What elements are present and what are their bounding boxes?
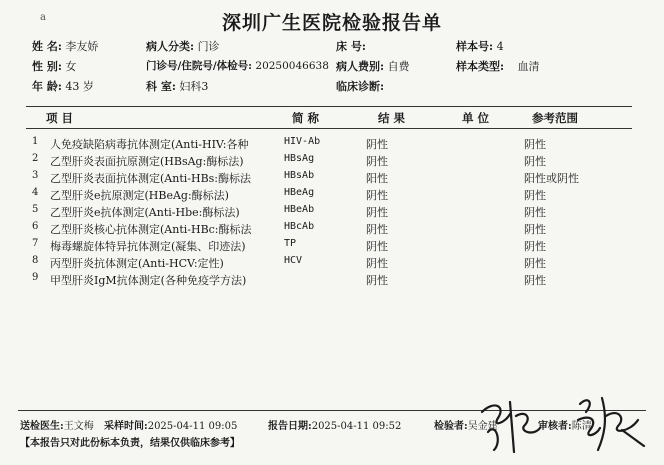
bed-field	[336, 38, 366, 54]
disclaimer-note: 【本报告只对此份标本负责，结果仅供临床参考】	[20, 438, 240, 449]
id-field	[146, 58, 329, 73]
test-result: 阴性	[366, 223, 388, 236]
table-header-divider	[26, 128, 632, 129]
tester-signature	[476, 392, 546, 458]
sample-time-field	[104, 417, 237, 432]
row-number: 9	[32, 272, 39, 283]
header-reference: 参考范围	[532, 111, 578, 125]
test-result: 阴性	[366, 240, 388, 253]
id-label: 门诊号/住院号/体检号:	[146, 60, 253, 72]
fee-label: 病人费别:	[336, 60, 385, 73]
table-row	[0, 272, 664, 288]
row-number: 7	[32, 238, 39, 249]
category-value: 门诊	[197, 40, 220, 53]
test-result: 阴性	[366, 274, 388, 287]
row-number: 1	[32, 136, 39, 147]
tester-value: 吴金建	[467, 421, 498, 432]
dept-label: 科 室:	[146, 80, 176, 93]
reviewer-label: 审核者:	[538, 421, 572, 432]
row-number: 6	[32, 221, 39, 232]
header-unit: 单 位	[462, 111, 490, 125]
diagnosis-field	[336, 78, 384, 94]
corner-mark: a	[40, 12, 46, 23]
test-abbr: HBcAb	[284, 221, 315, 232]
row-number: 3	[32, 170, 39, 181]
table-row	[0, 153, 664, 169]
test-result: 阴性	[366, 189, 388, 202]
gender-value: 女	[65, 60, 77, 73]
test-name: 乙型肝炎e抗原测定(HBeAg:酶标法)	[50, 189, 229, 202]
test-abbr: TP	[284, 238, 297, 249]
table-row	[0, 255, 664, 271]
dept-field	[146, 78, 208, 94]
test-name: 梅毒螺旋体特异抗体测定(凝集、印迹法)	[50, 240, 246, 253]
name-label: 姓 名:	[32, 40, 62, 53]
test-abbr: HCV	[284, 255, 303, 266]
test-name: 乙型肝炎表面抗体测定(Anti-HBs:酶标法	[50, 172, 252, 185]
sender-field	[20, 417, 94, 432]
sender-value: 王文梅	[63, 421, 94, 432]
test-name: 人免疫缺陷病毒抗体测定(Anti-HIV:各种	[50, 138, 249, 151]
sample-time-label: 采样时间:	[104, 421, 148, 432]
footer-divider	[18, 410, 646, 411]
age-value: 43 岁	[65, 80, 94, 93]
reviewer-value: 陈清	[571, 421, 592, 432]
row-number: 5	[32, 204, 39, 215]
report-date-value: 2025-04-11 09:52	[311, 421, 402, 432]
test-name: 丙型肝炎抗体测定(Anti-HCV:定性)	[50, 257, 224, 270]
fee-field	[336, 58, 410, 74]
table-row	[0, 136, 664, 152]
diagnosis-label: 临床诊断:	[336, 80, 385, 93]
test-abbr: HBsAb	[284, 170, 315, 181]
test-result: 阴性	[366, 155, 388, 168]
gender-field	[32, 58, 76, 74]
test-abbr: HBeAg	[284, 187, 315, 198]
header-abbr: 简 称	[292, 111, 320, 125]
reviewer-signature	[571, 390, 650, 456]
sample-type-value: 血清	[517, 60, 540, 73]
age-label: 年 龄:	[32, 80, 62, 93]
test-reference: 阴性	[524, 274, 546, 287]
report-title: 深圳广生医院检验报告单	[221, 12, 442, 34]
dept-value: 妇科3	[179, 80, 209, 93]
category-field	[146, 38, 220, 54]
test-reference: 阴性	[524, 138, 546, 151]
sample-time-value: 2025-04-11 09:05	[147, 421, 238, 432]
test-result: 阳性	[366, 172, 388, 185]
test-name: 乙型肝炎e抗体测定(Anti-Hbe:酶标法)	[50, 206, 240, 219]
test-reference: 阴性	[524, 240, 546, 253]
table-row	[0, 187, 664, 203]
row-number: 2	[32, 153, 39, 164]
tester-label: 检验者:	[434, 421, 468, 432]
table-row	[0, 204, 664, 220]
report-date-label: 报告日期:	[268, 421, 312, 432]
header-result: 结 果	[378, 111, 406, 125]
test-abbr: HIV-Ab	[284, 136, 321, 147]
sample-type-label: 样本类型:	[456, 60, 505, 73]
test-reference: 阴性	[524, 206, 546, 219]
bed-label: 床 号:	[336, 40, 366, 53]
category-label: 病人分类:	[146, 40, 195, 53]
row-number: 8	[32, 255, 39, 266]
table-top-divider	[26, 106, 632, 107]
test-name: 乙型肝炎表面抗原测定(HBsAg:酶标法)	[50, 155, 244, 168]
test-result: 阴性	[366, 257, 388, 270]
test-abbr: HBsAg	[284, 153, 315, 164]
name-field	[32, 38, 98, 54]
test-result: 阴性	[366, 138, 388, 151]
row-number: 4	[32, 187, 39, 198]
test-reference: 阴性	[524, 257, 546, 270]
test-reference: 阴性	[524, 223, 546, 236]
report-date-field	[268, 417, 401, 432]
test-reference: 阴性	[524, 155, 546, 168]
sample-no-value: 4	[496, 40, 504, 53]
test-reference: 阳性或阴性	[524, 172, 579, 185]
name-value: 李友娇	[65, 40, 99, 53]
header-item: 项 目	[46, 111, 74, 125]
test-name: 乙型肝炎核心抗体测定(Anti-HBc:酶标法	[50, 223, 252, 236]
sender-label: 送检医生:	[20, 421, 64, 432]
test-abbr: HBeAb	[284, 204, 315, 215]
age-field	[32, 78, 94, 94]
test-result: 阴性	[366, 206, 388, 219]
test-reference: 阴性	[524, 189, 546, 202]
id-value: 20250046638	[255, 60, 329, 72]
gender-label: 性 别:	[32, 60, 62, 73]
table-row	[0, 221, 664, 237]
table-row	[0, 170, 664, 186]
sample-no-field	[456, 38, 504, 54]
table-row	[0, 238, 664, 254]
fee-value: 自费	[387, 60, 410, 73]
sample-type-field	[456, 58, 540, 74]
test-name: 甲型肝炎IgM抗体测定(各种免疫学方法)	[50, 274, 247, 287]
sample-no-label: 样本号:	[456, 40, 494, 53]
